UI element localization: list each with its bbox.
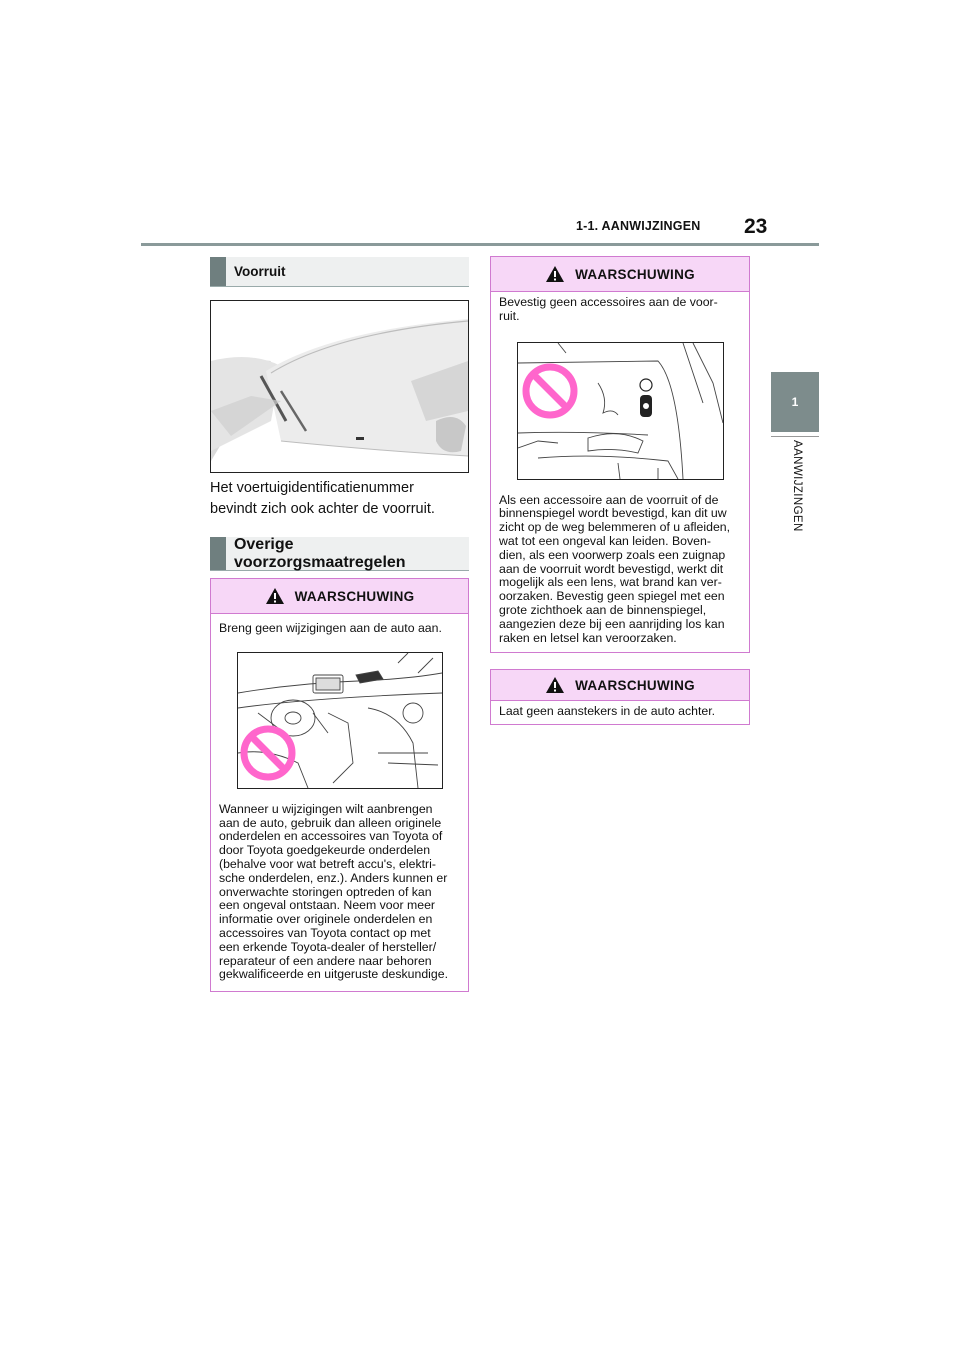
chapter-divider (771, 436, 819, 437)
warning-line: raken en letsel kan veroorzaken. (499, 630, 677, 645)
section-voorruit-header (210, 257, 469, 287)
header-title: 1-1. AANWIJZINGEN (576, 219, 701, 233)
warning-line: wat tot een ongeval kan leiden. Boven- (499, 533, 711, 548)
warning-body: Laat geen aanstekers in de auto achter. (499, 704, 716, 718)
warning-box-lighters (490, 669, 750, 725)
header-rule (141, 243, 819, 246)
warning-line: aan de voorruit wordt bevestigd, werkt dit (499, 561, 724, 576)
warning-line: informatie over originele onderdelen en (219, 912, 433, 927)
warning-line: oorzaken. Bevestig geen spiegel met een (499, 589, 725, 604)
dashboard-illustration (238, 653, 442, 788)
warning-body (211, 789, 468, 982)
warning-line: grote zichthoek aan de binnenspiegel, (499, 602, 707, 617)
warning-line: een ongeval ontstaan. Neem voor meer (219, 898, 436, 913)
warning-line: onverwachte storingen optreden of kan (219, 884, 432, 899)
dashboard-figure (237, 652, 443, 789)
warning-line: gekwalificeerde en uitgeruste deskundige. (219, 967, 449, 982)
section-bar (210, 257, 226, 286)
warning-line: aan de auto, gebruik dan alleen originele (219, 815, 442, 830)
voorruit-body (210, 478, 472, 520)
warning-line: Bevestig geen accessoires aan de voor- (499, 295, 718, 309)
warning-body (491, 480, 749, 646)
warning-line: een erkende Toyota-dealer of hersteller/ (219, 939, 437, 954)
windshield-figure (210, 300, 469, 473)
chapter-number: 1 (791, 395, 799, 409)
warning-line: Als een accessoire aan de voorruit of de (499, 492, 719, 507)
warning-line: reparateur of een andere naar behoren (219, 953, 432, 968)
warning-line: onderdelen en accessoires van Toyota of (219, 829, 443, 844)
warning-line: dien, als een voorwerp zoals een zuignap (499, 547, 726, 562)
windshield-illustration (211, 301, 468, 472)
mirror-figure (517, 342, 724, 480)
chapter-label (787, 440, 803, 550)
section-voorzorg-header (210, 537, 469, 571)
warning-line: door Toyota goedgekeurde onderdelen (219, 843, 431, 858)
mirror-illustration (518, 343, 723, 479)
warning-line: ruit. (499, 308, 520, 323)
warning-line: Wanneer u wijzigingen wilt aanbrengen (219, 801, 433, 816)
warning-heading: WAARSCHUWING (294, 588, 415, 604)
warning-line: (behalve voor wat betreft accu's, elektri- (219, 856, 436, 871)
warning-header (491, 257, 749, 292)
warning-intro: Breng geen wijzigingen aan de auto aan. (219, 621, 442, 635)
warning-line: accessoires van Toyota contact op met (219, 925, 431, 940)
warning-heading: WAARSCHUWING (575, 677, 695, 693)
warning-header (491, 670, 749, 701)
section-title: Overige voorzorgsmaatregelen (233, 535, 406, 571)
warning-line: aangezien deze bij een aanrijding los kan (499, 616, 725, 631)
warning-triangle-icon (545, 265, 565, 283)
warning-header (211, 579, 468, 614)
page-number: 23 (744, 215, 768, 238)
warning-line: zicht op de weg belemmeren of u afleiden, (499, 520, 731, 535)
body-line: bevindt zich ook achter de voorruit. (210, 501, 435, 517)
warning-box-modifications (210, 578, 469, 992)
chapter-tab (771, 372, 819, 432)
warning-heading: WAARSCHUWING (575, 266, 695, 282)
warning-triangle-icon (545, 676, 565, 694)
section-bar (210, 537, 226, 570)
chapter-label-text: AANWIJZINGEN (791, 440, 803, 532)
warning-box-accessories (490, 256, 750, 653)
warning-line: mogelijk als een lens, wat brand kan ver- (499, 575, 722, 590)
body-line: Het voertuigidentificatienummer (210, 480, 414, 496)
warning-line: binnenspiegel wordt bevestigd, kan dit uw (499, 506, 727, 521)
warning-intro (491, 292, 749, 324)
section-title: Voorruit (234, 264, 286, 279)
warning-triangle-icon (265, 587, 285, 605)
warning-line: sche onderdelen, enz.). Anders kunnen er (219, 870, 448, 885)
